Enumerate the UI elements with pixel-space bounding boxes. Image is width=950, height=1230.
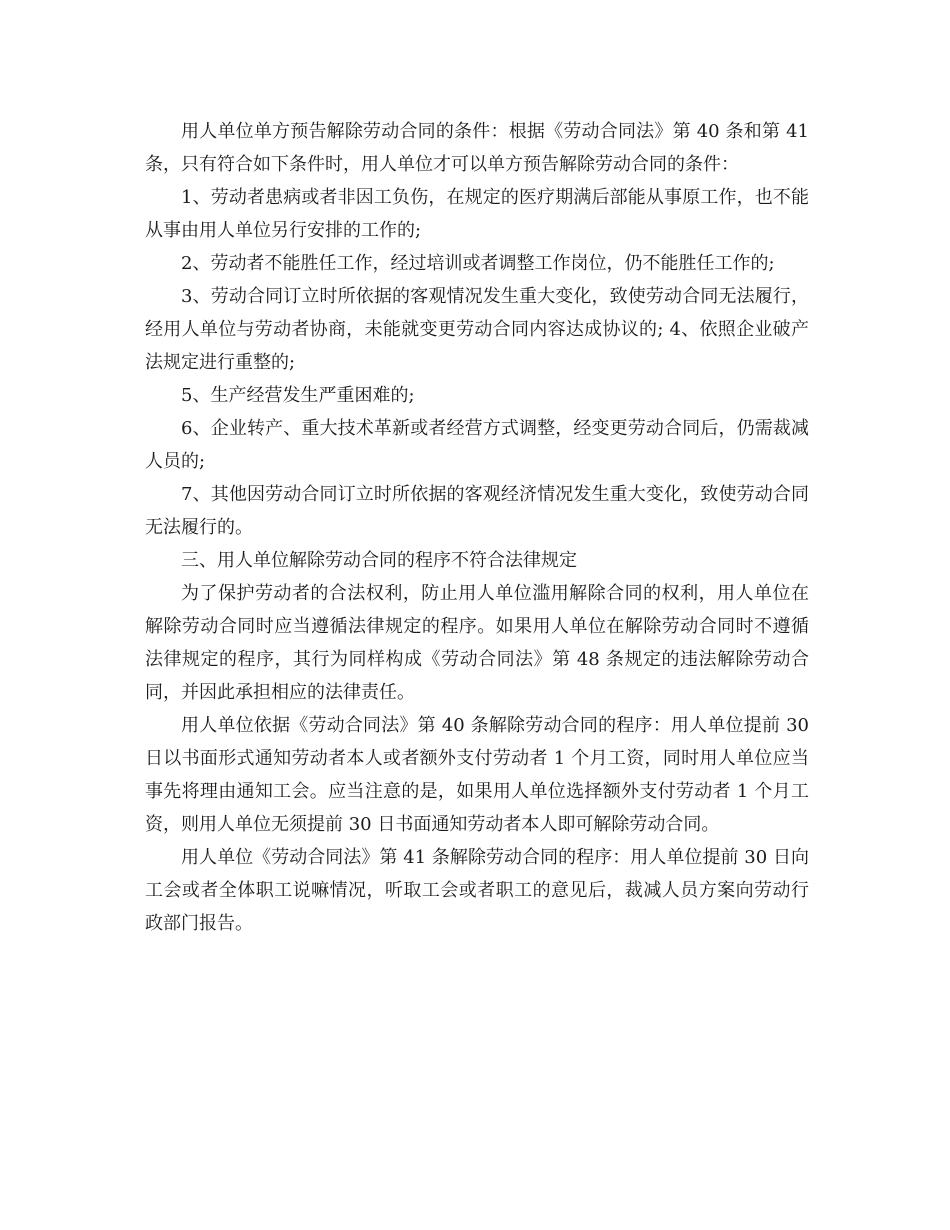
paragraph-condition-2: 2、劳动者不能胜任工作，经过培训或者调整工作岗位，仍不能胜任工作的; xyxy=(181,253,775,274)
paragraph-condition-3-4: 3、劳动合同订立时所依据的客观情况发生重大变化，致使劳动合同无法履行，经用人单位与劳动者协商，未能就变更劳动合同内容达成协议的; 4、依照企业破产法规定进行重整的; xyxy=(145,286,809,373)
document-body xyxy=(145,115,809,940)
paragraph-condition-6: 6、企业转产、重大技术革新或者经营方式调整，经变更劳动合同后，仍需裁减人员的; xyxy=(145,418,809,472)
section-heading-3: 三、用人单位解除劳动合同的程序不符合法律规定 xyxy=(181,550,577,571)
paragraph-article-40-procedure: 用人单位依据《劳动合同法》第 40 条解除劳动合同的程序：用人单位提前 30 日以书面形式通知劳动者本人或者额外支付劳动者 1 个月工资，同时用人单位应当事先将理由通知工会。应当注意的是，如果用人单位选择额外支付劳动者 1 个月工资，则用人单位无须提前 30 日书面通知劳动者本人即可解除劳动合同。 xyxy=(145,715,809,835)
paragraph-article-41-procedure: 用人单位《劳动合同法》第 41 条解除劳动合同的程序：用人单位提前 30 日向工会或者全体职工说嘛情况，听取工会或者职工的意见后，裁减人员方案向劳动行政部门报告。 xyxy=(145,847,809,934)
paragraph-procedure-overview: 为了保护劳动者的合法权利，防止用人单位滥用解除合同的权利，用人单位在解除劳动合同时应当遵循法律规定的程序。如果用人单位在解除劳动合同时不遵循法律规定的程序，其行为同样构成《劳动合同法》第 48 条规定的违法解除劳动合同，并因此承担相应的法律责任。 xyxy=(145,583,809,703)
paragraph-condition-7: 7、其他因劳动合同订立时所依据的客观经济情况发生重大变化，致使劳动合同无法履行的。 xyxy=(145,484,809,538)
paragraph-condition-1: 1、劳动者患病或者非因工负伤，在规定的医疗期满后部能从事原工作，也不能从事由用人单位另行安排的工作的; xyxy=(145,187,809,241)
paragraph-condition-5: 5、生产经营发生严重困难的; xyxy=(181,385,415,406)
paragraph-termination-conditions-intro: 用人单位单方预告解除劳动合同的条件：根据《劳动合同法》第 40 条和第 41 条，只有符合如下条件时，用人单位才可以单方预告解除劳动合同的条件： xyxy=(145,121,809,175)
